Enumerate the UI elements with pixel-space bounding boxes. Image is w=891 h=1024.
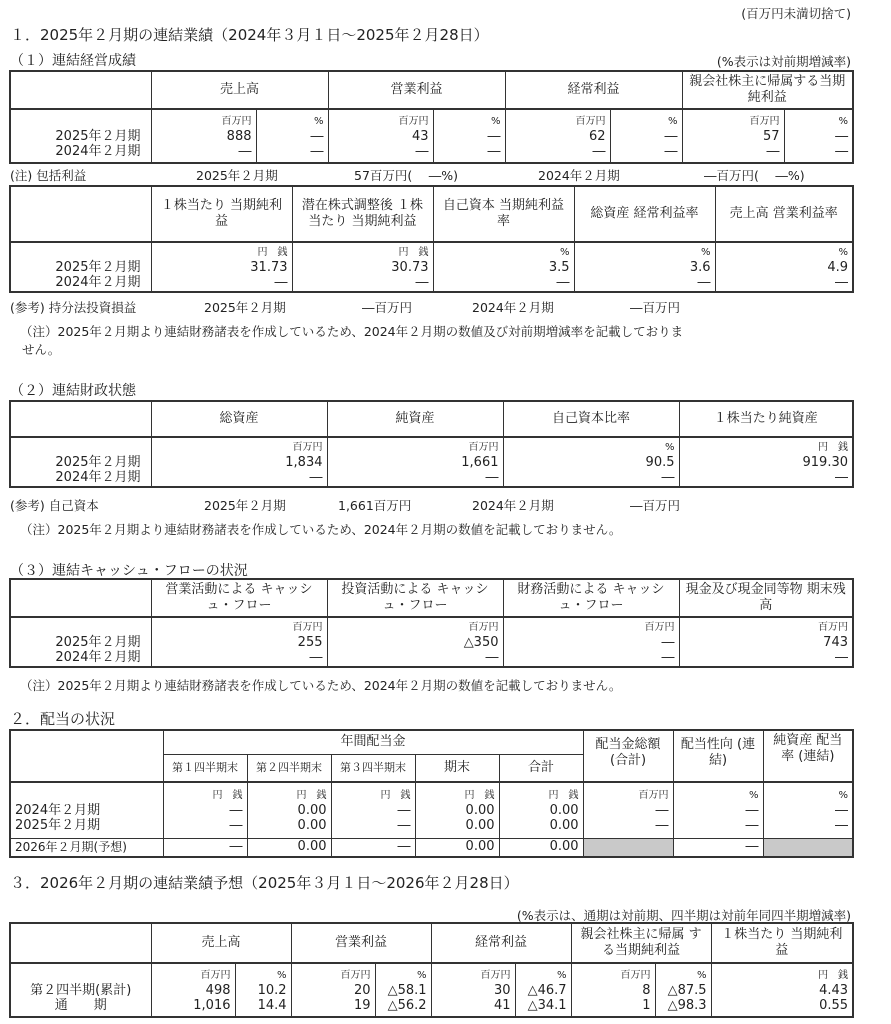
header-investing-cf: 投資活動による キャッシュ・フロー — [327, 579, 503, 617]
header-eps: １株当たり 当期純利益 — [711, 923, 853, 963]
unit-label: % — [417, 969, 427, 981]
header-sales: 売上高 — [151, 71, 328, 109]
unit-label: 円 銭 — [818, 969, 849, 981]
cell: 0.00 — [415, 838, 499, 857]
unit-label: 円 銭 — [380, 789, 411, 801]
row-label: 2025年２月期 — [55, 128, 141, 144]
row-label: 2024年２月期 — [55, 649, 141, 665]
cell: 62 — [588, 128, 606, 144]
cell: ― — [485, 469, 499, 485]
cell: ― — [661, 649, 675, 665]
equity-label: (参考) 自己資本 — [10, 498, 99, 513]
unit-label: % — [668, 115, 678, 127]
cell: 0.00 — [247, 838, 331, 857]
cell: 0.00 — [465, 817, 495, 833]
cell: 4.9 — [827, 259, 848, 275]
header-cash-balance: 現金及び現金同等物 期末残高 — [679, 579, 853, 617]
equity-method-value1: ―百万円 — [362, 300, 413, 315]
row-label: 2025年２月期 — [55, 634, 141, 650]
header-q1: 第１四半期末 — [163, 754, 247, 782]
header-total-assets: 総資産 — [151, 401, 327, 437]
header-total: 合計 — [499, 754, 583, 782]
cell: △98.3 — [667, 997, 707, 1013]
cell: 0.00 — [297, 817, 327, 833]
unit-label: % — [749, 789, 759, 801]
financial-position-table — [9, 400, 854, 488]
cell: ― — [485, 649, 499, 665]
unit-label: % — [838, 246, 848, 258]
unit-label: 百万円 — [638, 789, 669, 801]
header-roe: 自己資本 当期純利益率 — [433, 186, 574, 242]
cell: △350 — [463, 634, 499, 650]
cell: ― — [766, 143, 780, 159]
cell: ― — [664, 128, 678, 144]
cell: ― — [310, 143, 324, 159]
per-share-table — [9, 185, 854, 293]
cell: 43 — [411, 128, 429, 144]
cell: ― — [835, 649, 848, 665]
header-eps: １株当たり 当期純利益 — [151, 186, 292, 242]
unit-label: 百万円 — [818, 621, 848, 633]
cash-flow-table — [9, 578, 854, 668]
cell: 1,834 — [285, 454, 323, 470]
header-bps: １株当たり純資産 — [679, 401, 853, 437]
section1-title: １．2025年２月期の連結業績（2024年３月１日～2025年２月28日） — [10, 26, 489, 44]
unit-label: 円 銭 — [818, 441, 848, 453]
row-label: 2026年２月期(予想) — [10, 838, 163, 857]
cell: 919.30 — [802, 454, 848, 470]
cell: △34.1 — [527, 997, 567, 1013]
unit-label: 円 銭 — [212, 789, 243, 801]
cell: 31.73 — [250, 259, 288, 275]
cell: 20 — [353, 982, 371, 998]
header-sales: 売上高 — [151, 923, 291, 963]
unit-label: 百万円 — [468, 441, 499, 453]
unit-label: % — [559, 246, 570, 258]
sub2-title: （２）連結財政状態 — [10, 383, 136, 399]
comprehensive-period1: 2025年２月期 — [196, 168, 278, 183]
shaded-cell — [763, 838, 853, 857]
unit-label: 百万円 — [221, 115, 252, 127]
header-operating-profit: 営業利益 — [291, 923, 431, 963]
unit-label: 円 銭 — [257, 246, 288, 258]
comprehensive-period2: 2024年２月期 — [538, 168, 620, 183]
comprehensive-value2: ―百万円( ―%) — [704, 168, 805, 183]
unit-label: 円 銭 — [464, 789, 495, 801]
cell: ― — [309, 469, 323, 485]
cell: 14.4 — [257, 997, 287, 1013]
section3-title: ３．2026年２月期の連結業績予想（2025年３月１日～2026年２月28日） — [10, 874, 519, 892]
cell: 498 — [205, 982, 231, 998]
cell: ― — [415, 274, 429, 290]
cell: ― — [592, 143, 606, 159]
row-label: 2025年２月期 — [15, 817, 101, 833]
cell: 57 — [763, 128, 780, 144]
cell: 743 — [823, 634, 848, 650]
sub1-note: (%表示は対前期増減率) — [716, 54, 851, 69]
cell: 10.2 — [257, 982, 287, 998]
cell: ― — [835, 143, 849, 159]
row-label: 2024年２月期 — [15, 802, 101, 818]
cell: 0.00 — [549, 802, 579, 818]
cell: ― — [309, 649, 323, 665]
cell: ― — [397, 817, 411, 833]
cell: 41 — [493, 997, 511, 1013]
cell: ― — [835, 274, 848, 290]
equity-value2: ―百万円 — [630, 498, 681, 513]
header-operating-margin: 売上高 営業利益率 — [715, 186, 853, 242]
unit-label: % — [664, 441, 675, 453]
header-net-income: 親会社株主に帰属 する当期純利益 — [571, 923, 711, 963]
cell: △58.1 — [387, 982, 427, 998]
cell: ― — [556, 274, 570, 290]
cell: ― — [697, 274, 711, 290]
cell: 3.6 — [689, 259, 711, 275]
section3-note: (%表示は、通期は対前期、四半期は対前年同四半期増減率) — [516, 908, 851, 923]
header-net-income: 親会社株主に帰属する当期純利益 — [682, 71, 853, 109]
header-equity-ratio: 自己資本比率 — [503, 401, 679, 437]
header-total-dividend: 配当金総額 (合計) — [583, 730, 673, 782]
header-doe: 純資産 配当率 (連結) — [763, 730, 853, 782]
cell: △46.7 — [527, 982, 567, 998]
comprehensive-value1: 57百万円( ―%) — [354, 168, 459, 183]
cell: 0.00 — [297, 802, 327, 818]
cell: 4.43 — [819, 982, 849, 998]
sub1-footnote-cont: せん。 — [22, 342, 61, 357]
cell: ― — [487, 143, 501, 159]
unit-label: 百万円 — [200, 969, 231, 981]
cell: △87.5 — [667, 982, 707, 998]
equity-method-label: (参考) 持分法投資損益 — [10, 300, 137, 315]
shaded-cell — [583, 838, 673, 857]
row-label: 第２四半期(累計) — [30, 982, 132, 998]
forecast-row — [10, 838, 853, 857]
equity-period1: 2025年２月期 — [204, 498, 286, 513]
cell: ― — [835, 128, 849, 144]
header-financing-cf: 財務活動による キャッシュ・フロー — [503, 579, 679, 617]
header-net-assets: 純資産 — [327, 401, 503, 437]
header-q3: 第３四半期末 — [331, 754, 415, 782]
unit-label: 百万円 — [292, 621, 323, 633]
operating-results-table — [9, 70, 854, 164]
unit-label: 円 銭 — [296, 789, 327, 801]
header-diluted-eps: 潜在株式調整後 １株当たり 当期純利益 — [292, 186, 433, 242]
unit-label: 百万円 — [480, 969, 511, 981]
cell: ― — [835, 802, 849, 818]
cell: ― — [661, 469, 675, 485]
cell: ― — [415, 143, 429, 159]
header-payout-ratio: 配当性向 (連結) — [673, 730, 763, 782]
cell: 90.5 — [645, 454, 675, 470]
equity-period2: 2024年２月期 — [472, 498, 554, 513]
unit-label: 百万円 — [398, 115, 429, 127]
equity-value1: 1,661百万円 — [338, 498, 412, 513]
unit-label: 百万円 — [468, 621, 499, 633]
cell: ― — [745, 817, 759, 833]
cell: ― — [835, 469, 848, 485]
forecast-table — [9, 922, 854, 1018]
header-year-end: 期末 — [415, 754, 499, 782]
unit-label: 百万円 — [575, 115, 606, 127]
cell: ― — [238, 143, 252, 159]
unit-label: 百万円 — [749, 115, 780, 127]
header-ordinary-profit: 経常利益 — [505, 71, 682, 109]
header-q2: 第２四半期末 — [247, 754, 331, 782]
equity-method-value2: ―百万円 — [630, 300, 681, 315]
header-operating-profit: 営業利益 — [328, 71, 505, 109]
cell: 1,016 — [193, 997, 231, 1013]
cell: ― — [745, 802, 759, 818]
cell: 1,661 — [461, 454, 499, 470]
dividends-table — [9, 729, 854, 858]
sub3-title: （３）連結キャッシュ・フローの状況 — [10, 563, 248, 579]
unit-label: 百万円 — [620, 969, 651, 981]
cell: 0.00 — [499, 838, 583, 857]
comprehensive-label: (注) 包括利益 — [10, 168, 87, 183]
cell: 1 — [642, 997, 651, 1013]
cell: △56.2 — [387, 997, 427, 1013]
cell: 3.5 — [548, 259, 570, 275]
cell: ― — [310, 128, 324, 144]
row-label: 2024年２月期 — [55, 274, 141, 290]
section2-title: ２．配当の状況 — [10, 710, 116, 728]
cell: 888 — [226, 128, 252, 144]
cell: ― — [331, 838, 415, 857]
cell: 255 — [297, 634, 323, 650]
cell: ― — [655, 802, 669, 818]
header-roa: 総資産 経常利益率 — [574, 186, 715, 242]
cell: 0.00 — [465, 802, 495, 818]
unit-label: % — [838, 789, 849, 801]
header-operating-cf: 営業活動による キャッシュ・フロー — [151, 579, 327, 617]
cell: ― — [397, 802, 411, 818]
cell: 30 — [493, 982, 511, 998]
unit-label: 円 銭 — [398, 246, 429, 258]
unit-label: 百万円 — [340, 969, 371, 981]
sub1-footnote: （注）2025年２月期より連結財務諸表を作成しているため、2024年２月期の数値及び対前期増減率を記載しておりま — [20, 324, 684, 339]
sub1-title: （１）連結経営成績 — [10, 53, 136, 69]
unit-label: 円 銭 — [548, 789, 579, 801]
cell: ― — [673, 838, 763, 857]
unit-label: 百万円 — [644, 621, 675, 633]
equity-method-period2: 2024年２月期 — [472, 300, 554, 315]
unit-label: % — [491, 115, 501, 127]
row-label: 2024年２月期 — [55, 469, 141, 485]
unit-label: % — [838, 115, 849, 127]
unit-label: % — [557, 969, 567, 981]
cell: 19 — [353, 997, 371, 1013]
cell: ― — [229, 817, 243, 833]
row-label: 2025年２月期 — [55, 259, 141, 275]
row-label: 通 期 — [54, 997, 107, 1013]
cell: ― — [835, 817, 849, 833]
unit-label: % — [700, 246, 711, 258]
sub2-footnote: （注）2025年２月期より連結財務諸表を作成しているため、2024年２月期の数値を記載しておりません。 — [20, 522, 622, 537]
header-ordinary-profit: 経常利益 — [431, 923, 571, 963]
row-label: 2024年２月期 — [55, 143, 141, 159]
row-label: 2025年２月期 — [55, 454, 141, 470]
cell: 8 — [642, 982, 651, 998]
cell: ― — [655, 817, 669, 833]
unit-label: % — [277, 969, 287, 981]
header-annual-dividend: 年間配当金 — [163, 730, 583, 754]
cell: ― — [664, 143, 678, 159]
unit-note: (百万円未満切捨て) — [741, 6, 851, 21]
cell: ― — [487, 128, 501, 144]
cell: ― — [229, 802, 243, 818]
unit-label: 百万円 — [292, 441, 323, 453]
unit-label: % — [697, 969, 707, 981]
cell: 0.00 — [549, 817, 579, 833]
cell: ― — [274, 274, 288, 290]
cell: ― — [661, 634, 675, 650]
equity-method-period1: 2025年２月期 — [204, 300, 286, 315]
cell: 0.55 — [819, 997, 849, 1013]
sub3-footnote: （注）2025年２月期より連結財務諸表を作成しているため、2024年２月期の数値を記載しておりません。 — [20, 678, 622, 693]
cell: ― — [163, 838, 247, 857]
unit-label: % — [314, 115, 324, 127]
cell: 30.73 — [391, 259, 429, 275]
